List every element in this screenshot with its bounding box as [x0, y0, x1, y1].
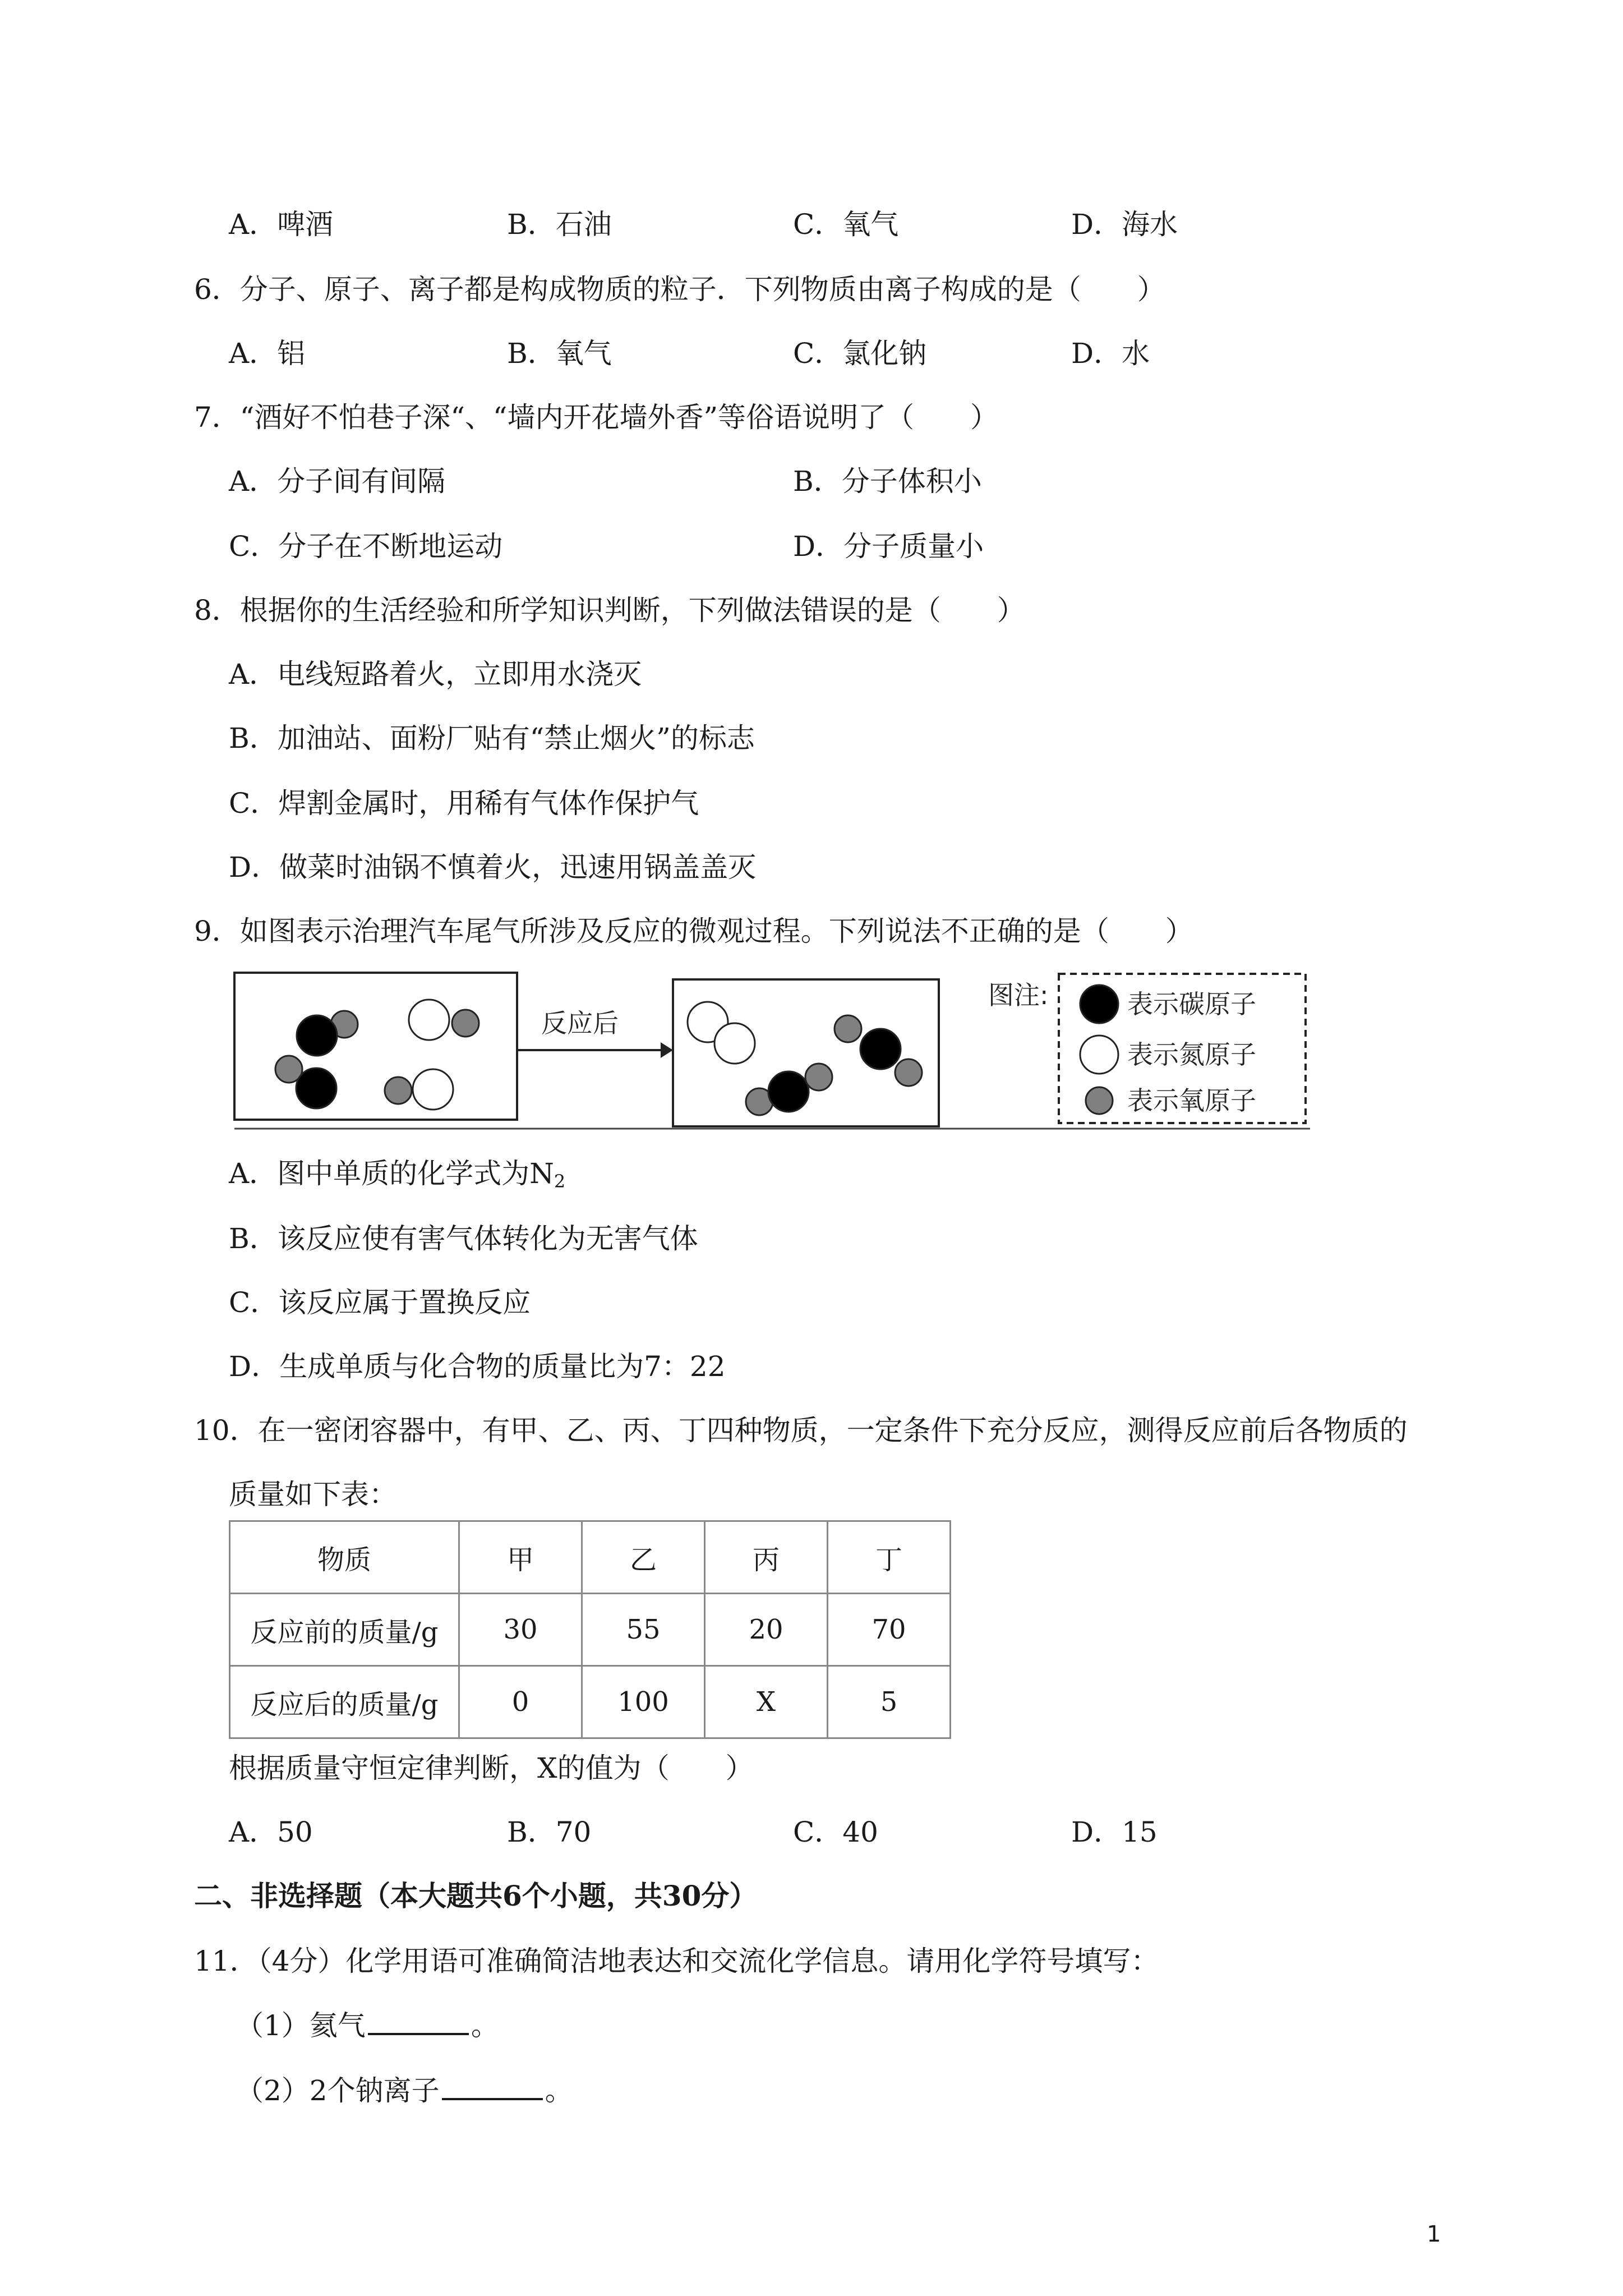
table-header-cell: 乙: [582, 1521, 705, 1594]
q11-part1-label: （1）氦气: [236, 2009, 366, 2042]
q7-stem: 7．“酒好不怕巷子深“、“墙内开花墙外香”等俗语说明了（ ）: [194, 401, 999, 434]
table-cell: 反应前的质量/g: [230, 1594, 459, 1666]
q11-part1: [236, 2008, 499, 2042]
q8-option-a: A．电线短路着火，立即用水浇灭: [229, 658, 642, 691]
table-cell: 20: [705, 1594, 828, 1666]
q5-option-a: A．啤酒: [229, 208, 334, 241]
arrow-label: 反应后: [541, 1008, 619, 1038]
legend-oxygen-label: 表示氧原子: [1127, 1085, 1256, 1116]
answer-blank[interactable]: [442, 2073, 543, 2100]
legend-nitrogen-swatch: [1080, 1036, 1118, 1074]
q6-option-a: A．铝: [229, 337, 306, 370]
table-header-cell: 甲: [459, 1521, 582, 1594]
q10-stem-line2: 质量如下表：: [229, 1478, 397, 1511]
q7-option-b: B．分子体积小: [793, 465, 982, 498]
q10-question: 根据质量守恒定律判断，X的值为（ ）: [229, 1752, 754, 1784]
q9-option-d: D．生成单质与化合物的质量比为7：22: [229, 1350, 726, 1383]
table-row: [230, 1594, 951, 1666]
q10-option-b: B．70: [507, 1816, 592, 1848]
reactants-box: [234, 973, 517, 1120]
table-cell: 30: [459, 1594, 582, 1666]
legend-carbon-swatch: [1080, 985, 1118, 1023]
table-cell: 0: [459, 1666, 582, 1738]
q7-option-d: D．分子质量小: [793, 530, 984, 563]
legend-title: 图注:: [988, 980, 1049, 1010]
q11-part2: [236, 2073, 573, 2108]
q11-part2-end: 。: [545, 2074, 573, 2107]
table-header-cell: 物质: [230, 1521, 459, 1594]
q10-option-c: C．40: [793, 1816, 878, 1848]
legend-oxygen-swatch: [1086, 1087, 1113, 1114]
q9-option-a-subscript: 2: [554, 1171, 566, 1192]
q11-stem: 11．（4分）化学用语可准确简洁地表达和交流化学信息。请用化学符号填写：: [194, 1945, 1159, 1977]
q11-part2-label: （2）2个钠离子: [236, 2074, 440, 2107]
q11-part1-end: 。: [471, 2009, 499, 2042]
q5-option-d: D．海水: [1071, 208, 1178, 241]
q8-option-c: C．焊割金属时，用稀有气体作保护气: [229, 787, 699, 820]
q7-option-a: A．分子间有间隔: [229, 465, 446, 498]
reaction-diagram: [224, 965, 1312, 1133]
table-cell: X: [705, 1666, 828, 1738]
q6-stem: 6．分子、原子、离子都是构成物质的粒子．下列物质由离子构成的是（ ）: [194, 273, 1165, 306]
table-cell: 5: [828, 1666, 951, 1738]
table-cell: 70: [828, 1594, 951, 1666]
q5-option-c: C．氧气: [793, 208, 899, 241]
legend-carbon-label: 表示碳原子: [1127, 989, 1256, 1019]
table-row: [230, 1666, 951, 1738]
q9-option-a-text: A．图中单质的化学式为N: [229, 1157, 554, 1190]
q10-option-a: A．50: [229, 1816, 313, 1848]
table-cell: 反应后的质量/g: [230, 1666, 459, 1738]
q6-option-c: C．氯化钠: [793, 337, 927, 370]
q9-option-b: B．该反应使有害气体转化为无害气体: [229, 1222, 698, 1255]
q9-stem: 9．如图表示治理汽车尾气所涉及反应的微观过程。下列说法不正确的是（ ）: [194, 915, 1193, 947]
q7-option-c: C．分子在不断地运动: [229, 530, 503, 563]
q10-option-d: D．15: [1071, 1816, 1158, 1848]
mass-table: [229, 1520, 951, 1739]
table-header-cell: 丙: [705, 1521, 828, 1594]
q8-option-d: D．做菜时油锅不慎着火，迅速用锅盖盖灭: [229, 851, 757, 884]
legend-nitrogen-label: 表示氮原子: [1127, 1039, 1256, 1070]
q8-option-b: B．加油站、面粉厂贴有“禁止烟火”的标志: [229, 722, 755, 754]
q9-option-c: C．该反应属于置换反应: [229, 1286, 531, 1319]
table-cell: 55: [582, 1594, 705, 1666]
q9-option-a: [229, 1157, 565, 1198]
table-header-row: [230, 1521, 951, 1594]
section-2-title: 二、非选择题（本大题共6个小题，共30分）: [194, 1879, 758, 1912]
table-header-cell: 丁: [828, 1521, 951, 1594]
q5-option-b: B．石油: [507, 208, 612, 241]
answer-blank[interactable]: [368, 2008, 469, 2035]
page-number: 1: [1427, 2221, 1441, 2247]
arrow-head: [661, 1042, 673, 1058]
table-cell: 100: [582, 1666, 705, 1738]
q8-stem: 8．根据你的生活经验和所学知识判断，下列做法错误的是（ ）: [194, 594, 1025, 627]
q6-option-b: B．氧气: [507, 337, 612, 370]
q6-option-d: D．水: [1071, 337, 1150, 370]
q10-stem-line1: 10．在一密闭容器中，有甲、乙、丙、丁四种物质，一定条件下充分反应，测得反应前后各物质的: [194, 1414, 1408, 1447]
